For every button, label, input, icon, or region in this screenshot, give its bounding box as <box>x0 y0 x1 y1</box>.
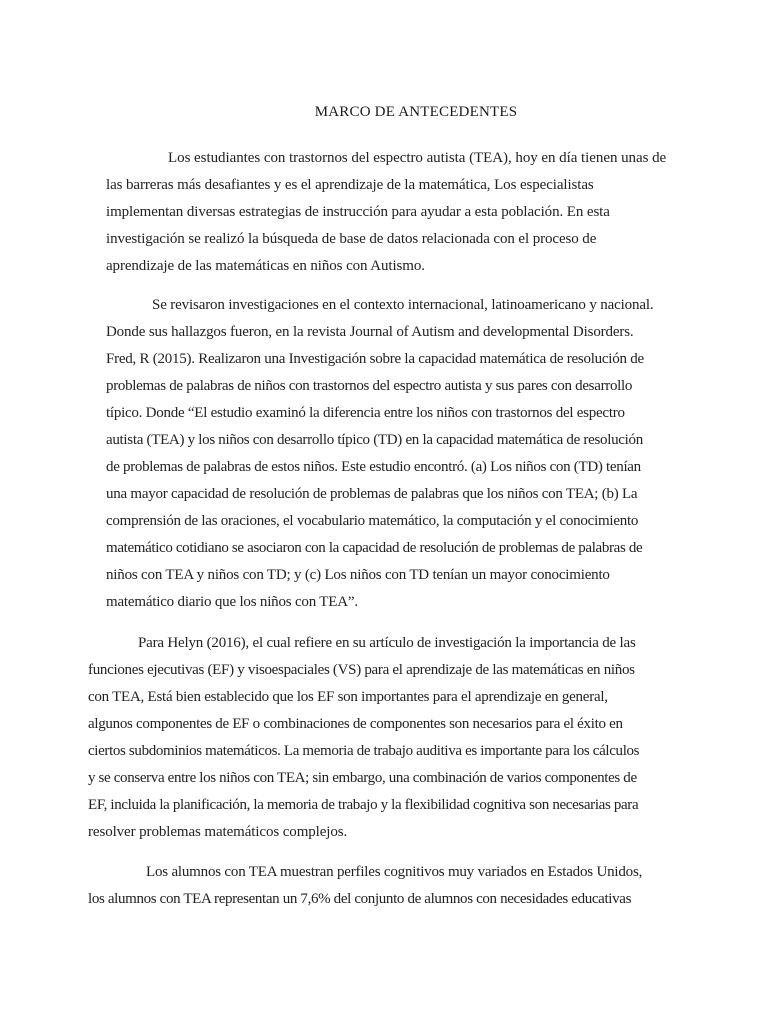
paragraph-line: aprendizaje de las matemáticas en niños con Autismo. <box>106 258 425 274</box>
paragraph-line: y se conserva entre los niños con TEA; sin embargo, una combinación de varios componentes de <box>88 770 637 786</box>
paragraph-line: resolver problemas matemáticos complejos. <box>88 824 348 840</box>
paragraph-line: investigación se realizó la búsqueda de base de datos relacionada con el proceso de <box>106 231 597 247</box>
paragraph-line: funciones ejecutivas (EF) y visoespaciales (VS) para el aprendizaje de las matemáticas en niños <box>88 662 635 678</box>
paragraph-line: típico. Donde “El estudio examinó la diferencia entre los niños con trastornos del espectro <box>106 405 625 421</box>
paragraph-4 <box>88 859 642 913</box>
paragraph-1 <box>106 145 666 280</box>
paragraph-line: Se revisaron investigaciones en el contexto internacional, latinoamericano y nacional. <box>152 297 654 313</box>
paragraph-2 <box>106 292 654 616</box>
paragraph-line: ciertos subdominios matemáticos. La memoria de trabajo auditiva es importante para los cálculos <box>88 743 640 759</box>
paragraph-line: algunos componentes de EF o combinaciones de componentes son necesarios para el éxito en <box>88 716 623 732</box>
paragraph-line: comprensión de las oraciones, el vocabulario matemático, la computación y el conocimiento <box>106 513 639 529</box>
document-title: MARCO DE ANTECEDENTES <box>314 104 518 120</box>
paragraph-line: Los alumnos con TEA muestran perfiles cognitivos muy variados en Estados Unidos, <box>146 864 643 880</box>
paragraph-line: una mayor capacidad de resolución de problemas de palabras que los niños con TEA; (b) La <box>106 486 638 502</box>
paragraph-line: matemático diario que los niños con TEA”. <box>106 594 358 610</box>
paragraph-line: Fred, R (2015). Realizaron una Investigación sobre la capacidad matemática de resolución de <box>106 351 644 367</box>
paragraph-line: problemas de palabras de niños con trastornos del espectro autista y sus pares con desarrollo <box>106 378 633 394</box>
paragraph-line: con TEA, Está bien establecido que los EF son importantes para el aprendizaje en general, <box>88 689 608 705</box>
paragraph-3 <box>88 630 639 846</box>
paragraph-line: EF, incluida la planificación, la memoria de trabajo y la flexibilidad cognitiva son necesarias para <box>88 797 639 813</box>
paragraph-line: Donde sus hallazgos fueron, en la revista Journal of Autism and developmental Disorders. <box>106 324 634 340</box>
paragraph-line: las barreras más desafiantes y es el aprendizaje de la matemática, Los especialistas <box>106 177 594 193</box>
paragraph-line: Para Helyn (2016), el cual refiere en su artículo de investigación la importancia de las <box>138 635 636 651</box>
paragraph-line: los alumnos con TEA representan un 7,6% del conjunto de alumnos con necesidades educativas <box>88 891 632 907</box>
paragraph-line: matemático cotidiano se asociaron con la capacidad de resolución de problemas de palabras de <box>106 540 643 556</box>
paragraph-line: Los estudiantes con trastornos del espectro autista (TEA), hoy en día tienen unas de <box>168 150 667 166</box>
paragraph-line: autista (TEA) y los niños con desarrollo típico (TD) en la capacidad matemática de resolución <box>106 432 643 448</box>
paragraph-line: de problemas de palabras de estos niños. Este estudio encontró. (a) Los niños con (TD) tenían <box>106 459 641 475</box>
paragraph-line: niños con TEA y niños con TD; y (c) Los niños con TD tenían un mayor conocimiento <box>106 567 610 583</box>
paragraph-line: implementan diversas estrategias de instrucción para ayudar a esta población. En esta <box>106 204 610 220</box>
